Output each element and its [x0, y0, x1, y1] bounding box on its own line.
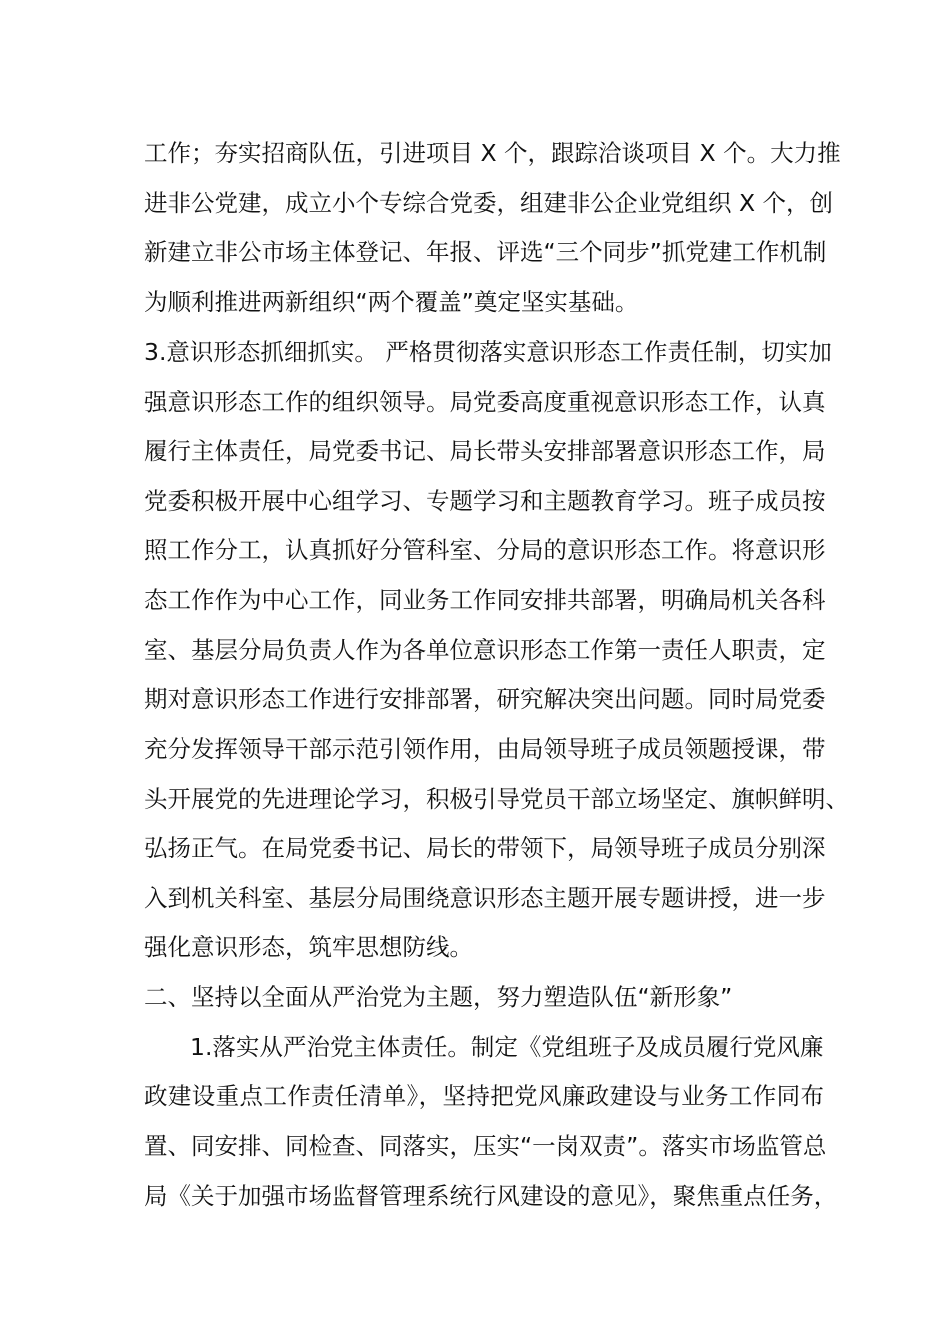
text-line: 期对意识形态工作进行安排部署，研究解决突出问题。同时局党委: [144, 685, 826, 713]
section-heading: 二、坚持以全面从严治党为主题，努力塑造队伍“新形象”: [144, 983, 733, 1011]
text-line: 进非公党建，成立小个专综合党委，组建非公企业党组织 X 个，创: [144, 189, 834, 217]
text-line: 政建设重点工作责任清单》，坚持把党风廉政建设与业务工作同布: [144, 1082, 824, 1110]
text-line: 置、同安排、同检查、同落实，压实“一岗双责”。落实市场监管总: [144, 1132, 827, 1160]
paragraph-first-line: 1.落实从严治党主体责任。制定《党组班子及成员履行党风廉: [190, 1033, 824, 1061]
text-line: 党委积极开展中心组学习、专题学习和主题教育学习。班子成员按: [144, 487, 826, 515]
text-line: 局《关于加强市场监督管理系统行风建设的意见》，聚焦重点任务，: [144, 1182, 838, 1210]
text-line: 入到机关科室、基层分局围绕意识形态主题开展专题讲授，进一步: [144, 884, 826, 912]
text-line: 强意识形态工作的组织领导。局党委高度重视意识形态工作，认真: [144, 388, 826, 416]
text-line: 弘扬正气。在局党委书记、局长的带领下，局领导班子成员分别深: [144, 834, 826, 862]
text-line: 照工作分工，认真抓好分管科室、分局的意识形态工作。将意识形: [144, 536, 826, 564]
text-line: 头开展党的先进理论学习，积极引导党员干部立场坚定、旗帜鲜明、: [144, 785, 849, 813]
text-line: 为顺利推进两新组织“两个覆盖”奠定坚实基础。: [144, 288, 639, 316]
text-line: 履行主体责任，局党委书记、局长带头安排部署意识形态工作，局: [144, 437, 826, 465]
section-heading-line: 3.意识形态抓细抓实。 严格贯彻落实意识形态工作责任制，切实加: [144, 338, 832, 366]
text-line: 室、基层分局负责人作为各单位意识形态工作第一责任人职责，定: [144, 636, 826, 664]
text-line: 强化意识形态，筑牢思想防线。: [144, 933, 473, 961]
text-line: 充分发挥领导干部示范引领作用，由局领导班子成员领题授课，带: [144, 735, 826, 763]
text-line: 新建立非公市场主体登记、年报、评选“三个同步”抓党建工作机制: [144, 238, 827, 266]
text-line: 态工作作为中心工作，同业务工作同安排共部署，明确局机关各科: [144, 586, 826, 614]
text-line: 工作；夯实招商队伍，引进项目 X 个，跟踪洽谈项目 X 个。大力推: [144, 139, 841, 167]
